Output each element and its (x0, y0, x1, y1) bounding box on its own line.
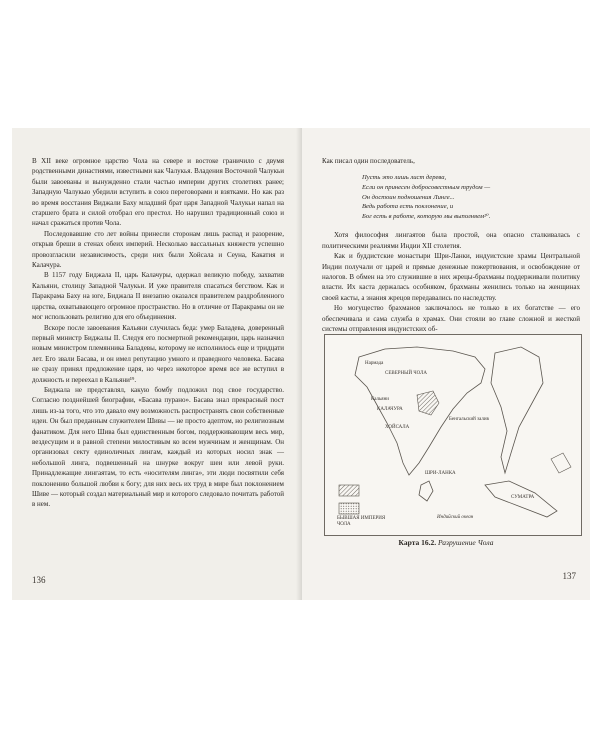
map-legend-former-chola: БЫВШАЯ ИМПЕРИЯ ЧОЛА (337, 516, 386, 527)
map-drawing (325, 335, 581, 535)
page-number-right: 137 (562, 571, 576, 581)
poem-line: Пусть это лишь лист дерева, (362, 174, 447, 182)
map-figure (324, 334, 582, 536)
sri-lanka-island (419, 481, 433, 501)
poem-line: Он достоин подношения Линге... (362, 193, 455, 201)
map-label-hoysala: ХОЙСАЛА (385, 425, 410, 430)
poem-line: Ведь работа есть поклонение, и (362, 203, 454, 211)
paragraph: В 1157 году Биджала II, царь Калачуры, одержал великую победу, захватив Кальяни, столицу Западной Чалукьи. И уже правителя спасаться бегством. Как и Паракрама Баху на юге, Биджала II внезапно оказался правителем раздробленного царства, охватывающего огромное пространство. Но в отличие от Паракрамы он не мог использовать религию для его объединения. (32, 271, 284, 322)
map-label-sri-lanka: ШРИ-ЛАНКА (425, 471, 456, 476)
map-caption-number: Карта 16.2. (398, 538, 437, 547)
paragraph: Последовавшие сто лет войны принесли сторонам лишь распад и разорение, открыв бреши в стенах обеих империй. Несколько вассальных княжеств успешно провозгласили независимость, среди них были Хойсала и Сеуна, Какатия и Калачура. (32, 229, 284, 270)
book-spread (12, 128, 590, 600)
left-page (12, 128, 302, 600)
paragraph: В XII веке огромное царство Чола на севере и востоке граничило с двумя родственными династиями, известными как Чалукья. Владения Восточной Чалукьи были завоеваны и вынужденно стали частью империи других столетиях ранее; Западную Чалукью убедили вступить в союз переговорами и взятками. Но как раз во время восстания Виджали Баху младший брат царя Западной Чалукьи напал на старшего брата и силой отобрал его престол. Но нарушил традиционный союз и начал сражаться против Чола. (32, 157, 284, 228)
paragraph: Биджала не представлял, какую бомбу подложил под свое государство. Согласно позднейшей биографии, «Басава пурано». Басава знал прекрасный пост лишь из-за того, что это давало ему возможность распространять свои собственные идеи. Он был преданным служителем Шивы — не просто адептом, но религиозным фанатиком. Для него Шива был единственным богом, поддерживающим весь мир, вездесущим и в равной степени милостивым ко всем мужчинам и женщинам. Он организовал секту единоличных лингам, каждый из которых носил знак — небольшой линга, подвешенный на шнурке вокруг шеи или левой руки. Принадлежащие лингаятам, то есть «носителям линга», эти люди посвятили себя поклонению большой любви к богу; для них весь их труд в мире был поклонением Шиве — который создал материальный мир и которого следовало почитать работой в нем. (32, 385, 284, 509)
map-caption-title: Разрушение Чола (437, 538, 494, 547)
map-label-narmada: Нармада (365, 361, 384, 366)
paragraph: Но могущество брахманов заключалось не только в их богатстве — его обеспечивала и сама служба в храмах. Они стояли во главе сложной и жесткой системы отправления индуистских об- (322, 304, 580, 334)
paragraph: Как писал один последователь, (322, 157, 415, 165)
southeast-asia-coastline (491, 347, 543, 473)
poem-line: Если он принесен добросовестным трудом — (362, 184, 491, 191)
paragraph: Хотя философия лингаятов была простой, она опасно сталкивалась с политическими реалиями Индии XII столетия. (322, 231, 580, 250)
map-label-kalyani: Кальяни (371, 397, 389, 402)
map-caption (302, 538, 590, 547)
island (551, 453, 571, 473)
left-text-column (32, 156, 284, 510)
poem-line: Бог есть в работе, которую мы выполняем²⁰. (362, 212, 491, 220)
page-number-left: 136 (32, 575, 46, 585)
right-page (302, 128, 590, 600)
right-text-column (322, 156, 580, 334)
map-label-indian-ocean: Индийский океан (437, 515, 474, 520)
chola-hatched-region (417, 391, 439, 415)
poem-quote (362, 173, 580, 221)
paragraph: Как и буддистские монастыри Шри-Ланки, индуистские храмы Центральной Индии получали от царей и прямые денежные пожертвования, и освобождение от налогов. В обмен на это служившие в них жрецы-брахманы поддерживали политику власти. Их каста держалась особняком, брахманы женились только на женщинах своей касты, а знания жрецов передавались по наследству. (322, 252, 580, 302)
map-label-chola-north: СЕВЕРНЫЙ ЧОЛА (385, 371, 428, 376)
legend-box-1 (339, 485, 359, 496)
paragraph: Вскоре после завоевания Кальяни случилась беда: умер Баладева, доверенный первый министр Биджалы II. Следуя его посмертной рекомендации, царь назначил новым министром племянника Баладевы, которому не исполнилось еще и тридцати лет. Его звали Басава, и он имел репутацию умного и праведного человека. Басава не сразу принял предложение царя, но через некоторое время все же вступил в должность и переехал в Кальяни¹⁹. (32, 323, 284, 384)
legend-box-2 (339, 503, 359, 514)
map-label-sumatra: СУМАТРА (511, 495, 535, 500)
map-label-kalachura: КАЛАЧУРА (377, 407, 403, 412)
map-label-bay-of-bengal: Бенгальский залив (449, 417, 489, 422)
